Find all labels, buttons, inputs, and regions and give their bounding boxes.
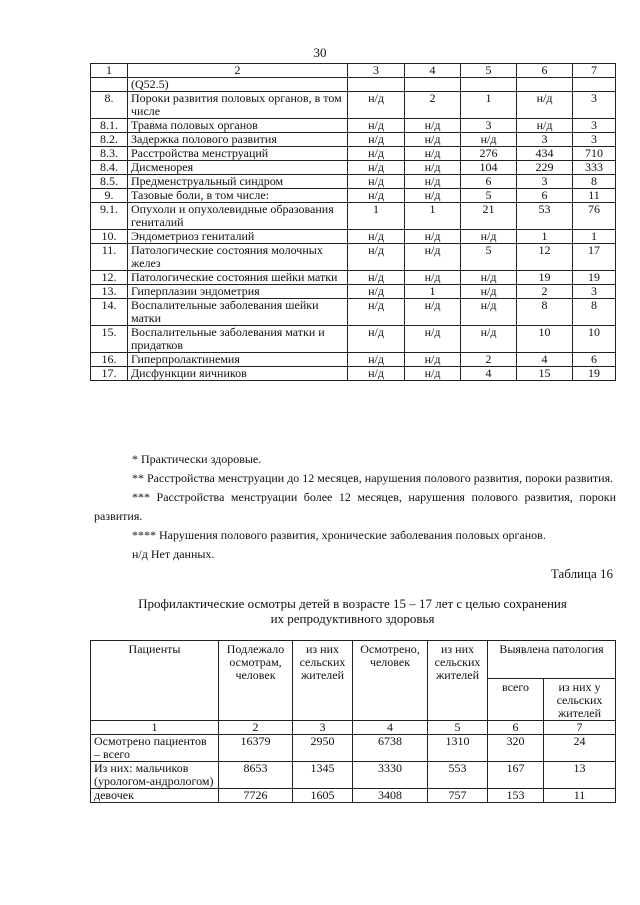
- table-row: [91, 147, 616, 161]
- row-value: 6738: [353, 735, 428, 762]
- column-number: 4: [353, 721, 428, 735]
- header-subject-rural: из них сельских жителей: [293, 641, 353, 721]
- row-value: н/д: [348, 244, 405, 271]
- row-value: 3: [573, 119, 616, 133]
- row-value: [573, 78, 616, 92]
- row-label: Расстройства менструаций: [128, 147, 348, 161]
- row-value: н/д: [348, 271, 405, 285]
- row-label: Патологические состояния молочных желез: [128, 244, 348, 271]
- row-label: (Q52.5): [128, 78, 348, 92]
- row-value: 553: [428, 762, 488, 789]
- row-value: н/д: [405, 326, 461, 353]
- table-row: [91, 244, 616, 271]
- column-number: 4: [405, 64, 461, 78]
- column-number: 3: [293, 721, 353, 735]
- row-number: 8.2.: [91, 133, 128, 147]
- table-row: [91, 789, 616, 803]
- row-label: девочек: [91, 789, 219, 803]
- row-value: н/д: [348, 133, 405, 147]
- row-value: 2950: [293, 735, 353, 762]
- row-value: 3408: [353, 789, 428, 803]
- row-value: 757: [428, 789, 488, 803]
- row-value: 16379: [219, 735, 293, 762]
- row-value: н/д: [405, 271, 461, 285]
- row-label: Гиперпролактинемия: [128, 353, 348, 367]
- table-row: [91, 735, 616, 762]
- row-value: н/д: [348, 326, 405, 353]
- row-value: 8: [517, 299, 573, 326]
- row-value: 2: [461, 353, 517, 367]
- row-value: н/д: [348, 189, 405, 203]
- row-value: н/д: [405, 244, 461, 271]
- row-value: н/д: [461, 326, 517, 353]
- row-label: Предменструальный синдром: [128, 175, 348, 189]
- column-number-row: [91, 721, 616, 735]
- row-number: 8.3.: [91, 147, 128, 161]
- header-total: всего: [488, 679, 544, 721]
- table-row: [91, 285, 616, 299]
- row-value: 1: [517, 230, 573, 244]
- row-value: [461, 78, 517, 92]
- row-number: 17.: [91, 367, 128, 381]
- row-label: Тазовые боли, в том числе:: [128, 189, 348, 203]
- row-label: Патологические состояния шейки матки: [128, 271, 348, 285]
- row-value: 11: [544, 789, 616, 803]
- row-value: 4: [517, 353, 573, 367]
- row-value: 2: [405, 92, 461, 119]
- row-number: [91, 78, 128, 92]
- table-16-title-line2: их репродуктивного здоровья: [270, 611, 435, 626]
- table-header-row: [91, 64, 616, 78]
- row-value: 5: [461, 189, 517, 203]
- row-value: 19: [573, 271, 616, 285]
- row-value: н/д: [461, 271, 517, 285]
- footnotes: [94, 450, 616, 564]
- column-number: 6: [517, 64, 573, 78]
- column-number: 5: [428, 721, 488, 735]
- table-row: [91, 230, 616, 244]
- row-value: 6: [517, 189, 573, 203]
- row-value: 5: [461, 244, 517, 271]
- row-value: 276: [461, 147, 517, 161]
- row-number: 11.: [91, 244, 128, 271]
- row-value: 10: [517, 326, 573, 353]
- row-value: [517, 78, 573, 92]
- header-examined-rural: из них сельских жителей: [428, 641, 488, 721]
- row-value: 24: [544, 735, 616, 762]
- row-number: 12.: [91, 271, 128, 285]
- column-number: 1: [91, 64, 128, 78]
- row-value: н/д: [405, 353, 461, 367]
- row-value: н/д: [405, 189, 461, 203]
- row-value: 1605: [293, 789, 353, 803]
- header-pathology: Выявлена патология: [488, 641, 616, 679]
- column-number: 2: [219, 721, 293, 735]
- table-row: [91, 299, 616, 326]
- table-row: [91, 203, 616, 230]
- row-value: 434: [517, 147, 573, 161]
- column-number: 2: [128, 64, 348, 78]
- exam-table: [90, 640, 616, 803]
- row-value: н/д: [348, 353, 405, 367]
- row-value: н/д: [517, 119, 573, 133]
- row-label: Дисфункции яичников: [128, 367, 348, 381]
- table-row: [91, 326, 616, 353]
- row-label: Задержка полового развития: [128, 133, 348, 147]
- row-number: 9.: [91, 189, 128, 203]
- row-value: 3: [573, 133, 616, 147]
- table-16-title-line1: Профилактические осмотры детей в возрасте 15 – 17 лет с целью сохранения: [138, 596, 567, 611]
- row-value: н/д: [461, 230, 517, 244]
- row-value: н/д: [461, 133, 517, 147]
- row-number: 8.1.: [91, 119, 128, 133]
- column-number: 7: [573, 64, 616, 78]
- table-row: [91, 92, 616, 119]
- table-row: [91, 367, 616, 381]
- table-row: [91, 271, 616, 285]
- row-value: н/д: [405, 119, 461, 133]
- row-value: н/д: [405, 147, 461, 161]
- pathology-table: [90, 63, 616, 381]
- table-row: [91, 161, 616, 175]
- row-value: 6: [573, 353, 616, 367]
- row-value: 1: [405, 285, 461, 299]
- row-value: н/д: [517, 92, 573, 119]
- row-value: 3: [517, 175, 573, 189]
- row-value: 3: [573, 285, 616, 299]
- row-label: Опухоли и опухолевидные образования гениталий: [128, 203, 348, 230]
- row-number: 8.5.: [91, 175, 128, 189]
- column-number: 3: [348, 64, 405, 78]
- row-value: н/д: [348, 175, 405, 189]
- footnote-4: **** Нарушения полового развития, хронические заболевания половых органов.: [132, 528, 546, 542]
- row-value: н/д: [348, 299, 405, 326]
- footnote-3: *** Расстройства менструации более 12 месяцев, нарушения полового развития, пороки развития.: [94, 490, 616, 523]
- row-value: н/д: [348, 230, 405, 244]
- header-total-rural: из них у сельских жителей: [544, 679, 616, 721]
- table-row: [91, 119, 616, 133]
- row-label: Дисменорея: [128, 161, 348, 175]
- row-value: 19: [573, 367, 616, 381]
- column-number: 5: [461, 64, 517, 78]
- row-label: Воспалительные заболевания шейки матки: [128, 299, 348, 326]
- table-row: [91, 189, 616, 203]
- row-number: 8.: [91, 92, 128, 119]
- row-label: Гиперплазии эндометрия: [128, 285, 348, 299]
- row-value: н/д: [348, 119, 405, 133]
- row-value: 8: [573, 175, 616, 189]
- row-value: н/д: [405, 299, 461, 326]
- row-value: 11: [573, 189, 616, 203]
- row-value: 53: [517, 203, 573, 230]
- row-value: 8: [573, 299, 616, 326]
- table-row: [91, 353, 616, 367]
- row-value: 13: [544, 762, 616, 789]
- row-number: 16.: [91, 353, 128, 367]
- row-value: н/д: [348, 147, 405, 161]
- row-value: 320: [488, 735, 544, 762]
- row-value: 3: [517, 133, 573, 147]
- row-label: Пороки развития половых органов, в том числе: [128, 92, 348, 119]
- row-value: н/д: [405, 230, 461, 244]
- row-value: 2: [517, 285, 573, 299]
- row-value: н/д: [405, 133, 461, 147]
- row-value: 1: [461, 92, 517, 119]
- row-label: Воспалительные заболевания матки и придатков: [128, 326, 348, 353]
- row-value: 167: [488, 762, 544, 789]
- row-value: 710: [573, 147, 616, 161]
- table-row: [91, 175, 616, 189]
- row-label: Травма половых органов: [128, 119, 348, 133]
- row-value: 1310: [428, 735, 488, 762]
- row-value: 10: [573, 326, 616, 353]
- table-16-label: Таблица 16: [550, 566, 613, 581]
- row-number: 15.: [91, 326, 128, 353]
- row-value: 76: [573, 203, 616, 230]
- header-subject: Подлежало осмотрам, человек: [219, 641, 293, 721]
- row-value: н/д: [405, 161, 461, 175]
- row-number: 14.: [91, 299, 128, 326]
- table-row: [91, 133, 616, 147]
- row-value: 4: [461, 367, 517, 381]
- row-value: 6: [461, 175, 517, 189]
- row-value: 19: [517, 271, 573, 285]
- row-value: 3: [573, 92, 616, 119]
- row-label: Эндометриоз гениталий: [128, 230, 348, 244]
- row-value: 153: [488, 789, 544, 803]
- header-patients: Пациенты: [91, 641, 219, 721]
- row-value: н/д: [405, 367, 461, 381]
- table-row: [91, 78, 616, 92]
- row-value: н/д: [348, 92, 405, 119]
- row-value: н/д: [348, 367, 405, 381]
- row-value: 229: [517, 161, 573, 175]
- row-value: н/д: [348, 161, 405, 175]
- row-value: 1: [348, 203, 405, 230]
- row-number: 8.4.: [91, 161, 128, 175]
- column-number: 1: [91, 721, 219, 735]
- table-16-title: [90, 596, 615, 626]
- column-number: 6: [488, 721, 544, 735]
- row-number: 10.: [91, 230, 128, 244]
- row-value: 1: [405, 203, 461, 230]
- page-number: 30: [313, 45, 327, 60]
- row-value: 333: [573, 161, 616, 175]
- table-row: [91, 762, 616, 789]
- row-number: 13.: [91, 285, 128, 299]
- row-value: н/д: [461, 285, 517, 299]
- row-value: 1: [573, 230, 616, 244]
- row-value: 12: [517, 244, 573, 271]
- footnote-5: н/д Нет данных.: [132, 547, 215, 561]
- column-number: 7: [544, 721, 616, 735]
- row-value: н/д: [461, 299, 517, 326]
- row-label: Осмотрено пациентов – всего: [91, 735, 219, 762]
- row-value: 1345: [293, 762, 353, 789]
- row-value: [348, 78, 405, 92]
- row-value: 104: [461, 161, 517, 175]
- row-value: 17: [573, 244, 616, 271]
- row-value: 7726: [219, 789, 293, 803]
- footnote-2: ** Расстройства менструации до 12 месяцев, нарушения полового развития, пороки развития.: [132, 471, 614, 485]
- row-value: 8653: [219, 762, 293, 789]
- row-value: 21: [461, 203, 517, 230]
- row-value: н/д: [348, 285, 405, 299]
- header-examined: Осмотрено, человек: [353, 641, 428, 721]
- row-label: Из них: мальчиков (урологом-андрологом): [91, 762, 219, 789]
- row-value: н/д: [405, 175, 461, 189]
- row-value: 3330: [353, 762, 428, 789]
- footnote-1: * Практически здоровые.: [132, 452, 262, 466]
- row-value: 3: [461, 119, 517, 133]
- row-value: [405, 78, 461, 92]
- row-number: 9.1.: [91, 203, 128, 230]
- row-value: 15: [517, 367, 573, 381]
